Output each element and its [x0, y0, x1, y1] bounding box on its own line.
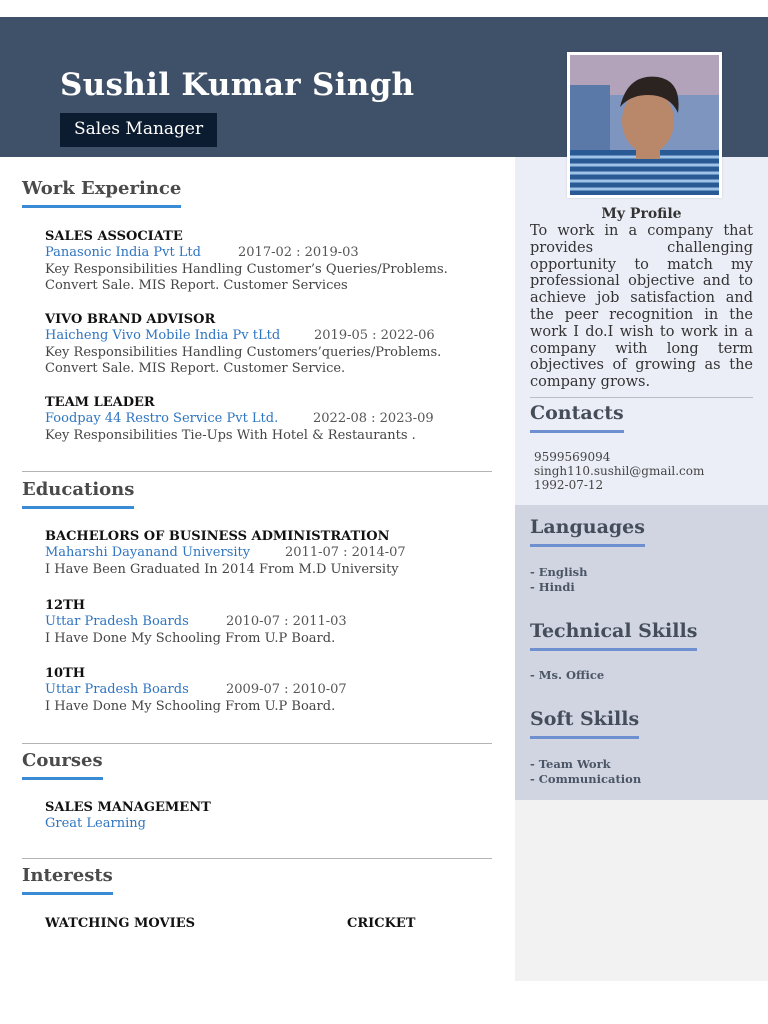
- profile-heading: My Profile: [601, 206, 682, 222]
- education-item-description: I Have Been Graduated In 2014 From M.D University: [45, 562, 399, 577]
- contact-phone: 9599569094: [534, 450, 611, 464]
- education-item-title: BACHELORS OF BUSINESS ADMINISTRATION: [45, 529, 390, 544]
- education-item-dates: 2009-07 : 2010-07: [226, 682, 347, 697]
- education-item-institution: Uttar Pradesh Boards: [45, 682, 189, 697]
- section-divider: [22, 743, 492, 744]
- education-item: [45, 598, 490, 647]
- profile-summary: To work in a company that provides challenging opportunity to match my professional objective and to achieve job satisfaction and the peer recognition in the work I do.I wish to work in a company with long term objectives of growing as the company grows.: [530, 223, 753, 391]
- work-item-company: Haicheng Vivo Mobile India Pv tLtd: [45, 328, 281, 343]
- work-item-company: Panasonic India Pvt Ltd: [45, 245, 201, 260]
- course-item-provider: Great Learning: [45, 816, 146, 831]
- work-item-description-line: Convert Sale. MIS Report. Customer Services: [45, 277, 348, 293]
- job-title-badge: Sales Manager: [60, 113, 217, 147]
- work-item-title: SALES ASSOCIATE: [45, 229, 183, 244]
- work-item-description-line: Convert Sale. MIS Report. Customer Service.: [45, 360, 346, 376]
- work-item-dates: 2022-08 : 2023-09: [313, 411, 434, 426]
- work-item-title: TEAM LEADER: [45, 395, 155, 410]
- profile-photo: [570, 55, 719, 195]
- education-item-title: 10TH: [45, 666, 86, 681]
- soft-skill-item: - Team Work: [530, 757, 611, 771]
- work-item-company: Foodpay 44 Restro Service Pvt Ltd.: [45, 411, 279, 426]
- education-item-description: I Have Done My Schooling From U.P Board.: [45, 631, 336, 646]
- work-item-description-line: Key Responsibilities Handling Customer’s Queries/Problems.: [45, 262, 448, 277]
- contact-email: singh110.sushil@gmail.com: [534, 464, 705, 478]
- education-item-title: 12TH: [45, 598, 86, 613]
- education-heading: Educations: [22, 479, 134, 509]
- interest-item: CRICKET: [347, 916, 416, 931]
- work-item-description: [45, 428, 490, 444]
- sidebar-divider: [530, 397, 753, 398]
- portrait-illustration: [570, 55, 719, 195]
- soft-skill-item: - Communication: [530, 771, 642, 786]
- education-item: [45, 529, 490, 578]
- course-item-title: SALES MANAGEMENT: [45, 800, 211, 815]
- work-item-dates: 2017-02 : 2019-03: [238, 245, 359, 260]
- language-item: - English: [530, 565, 588, 579]
- languages-heading: Languages: [530, 516, 645, 547]
- soft-skills-heading: Soft Skills: [530, 708, 639, 739]
- education-item-description: I Have Done My Schooling From U.P Board.: [45, 699, 336, 714]
- soft-skills-list: [530, 757, 641, 786]
- section-divider: [22, 858, 492, 859]
- education-item-dates: 2010-07 : 2011-03: [226, 614, 347, 629]
- work-item-dates: 2019-05 : 2022-06: [314, 328, 435, 343]
- candidate-name: Sushil Kumar Singh: [60, 67, 415, 103]
- technical-skills-list: [530, 668, 604, 683]
- work-experience-heading: Work Experince: [22, 178, 181, 208]
- work-item: [45, 312, 490, 376]
- interests-heading: Interests: [22, 865, 113, 895]
- languages-list: [530, 565, 588, 594]
- contact-list: [534, 450, 704, 492]
- language-item: - Hindi: [530, 579, 575, 594]
- contact-dob: 1992-07-12: [534, 478, 604, 492]
- profile-photo-frame: [567, 52, 722, 198]
- contacts-heading: Contacts: [530, 402, 624, 433]
- work-item: [45, 395, 490, 444]
- education-item-institution: Maharshi Dayanand University: [45, 545, 251, 560]
- section-divider: [22, 471, 492, 472]
- work-item-description: [45, 345, 490, 376]
- technical-skills-heading: Technical Skills: [530, 620, 697, 651]
- work-item-title: VIVO BRAND ADVISOR: [45, 312, 216, 327]
- education-item-institution: Uttar Pradesh Boards: [45, 614, 189, 629]
- technical-skill-item: - Ms. Office: [530, 668, 605, 682]
- work-item-description-line: Key Responsibilities Handling Customers’queries/Problems.: [45, 345, 442, 360]
- work-item-description-line: Key Responsibilities Tie-Ups With Hotel & Restaurants .: [45, 428, 416, 443]
- work-item-description: [45, 262, 490, 293]
- courses-heading: Courses: [22, 750, 103, 780]
- sidebar-skills-panel: [515, 505, 768, 800]
- education-item: [45, 666, 490, 715]
- education-item-dates: 2011-07 : 2014-07: [285, 545, 406, 560]
- interest-item: WATCHING MOVIES: [45, 916, 195, 931]
- work-item: [45, 229, 490, 293]
- course-item: [45, 800, 490, 832]
